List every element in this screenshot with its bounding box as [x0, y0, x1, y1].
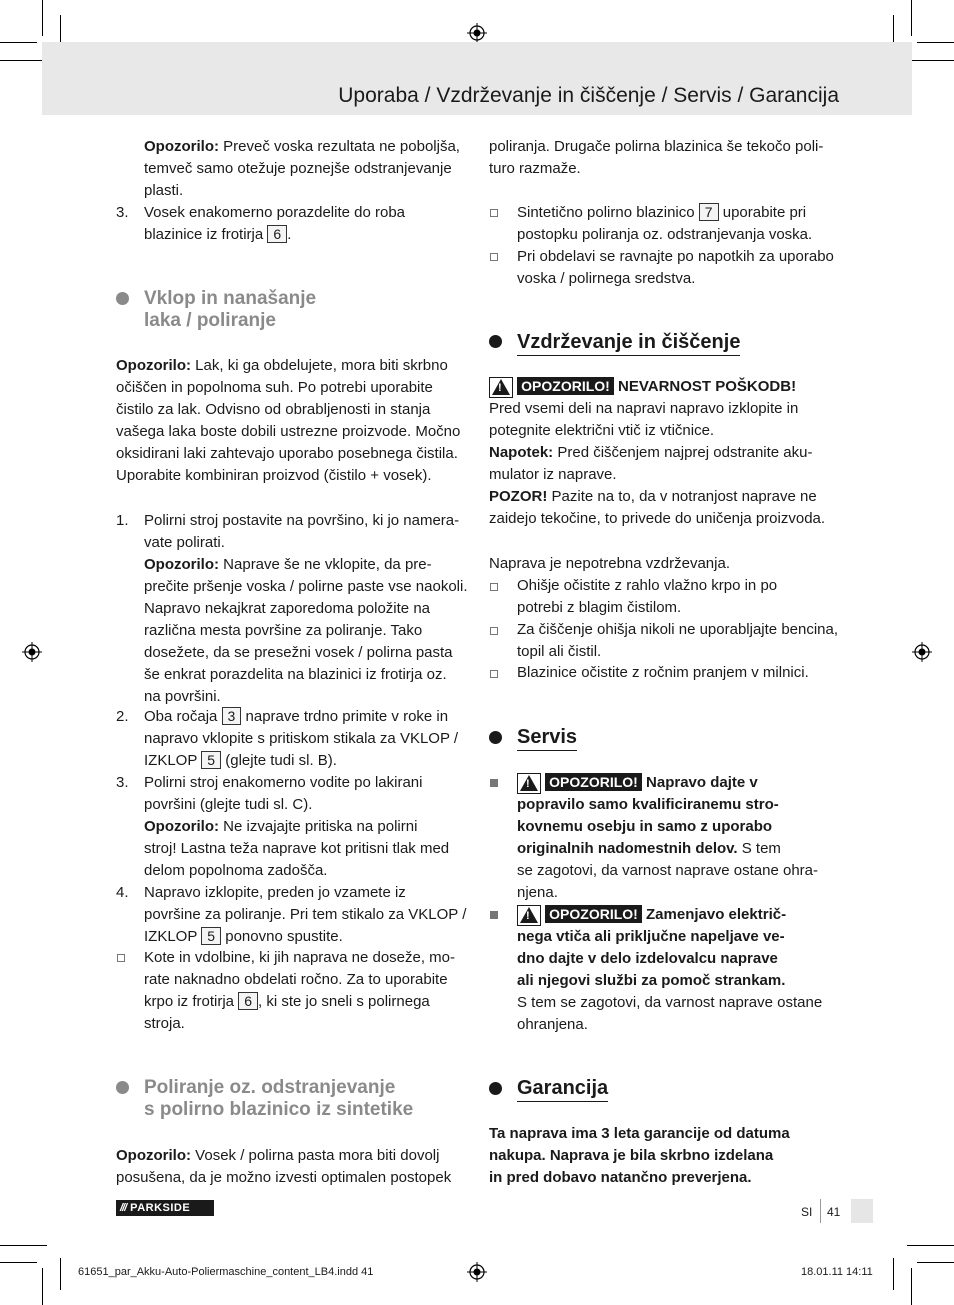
note-label: Opozorilo: — [144, 138, 219, 155]
step-4-text: Napravo izklopite, preden jo vzamete iz površine za poliranje. Pri tem stikalo za VKLOP / IZKLOP 5 ponovno spustite. — [144, 884, 467, 945]
registration-mark-icon — [912, 642, 932, 662]
warning-note: Opozorilo: Preveč voska rezultata ne poboljša, temveč samo otežuje poznejše odstranjevanje plasti. — [144, 138, 460, 199]
registration-mark-icon — [22, 642, 42, 662]
crop-mark — [60, 15, 61, 45]
step-number: 2. — [116, 708, 129, 725]
step-number: 1. — [116, 512, 129, 529]
warranty-text: Ta naprava ima 3 leta garancije od datuma nakupa. Naprava je bila skrbno izdelana in pred dobavo natančno preverjena. — [489, 1125, 790, 1186]
page-number: 41 — [827, 1205, 841, 1219]
part-reference: 5 — [201, 751, 221, 769]
paragraph: Opozorilo: Vosek / polirna pasta mora biti dovolj posušena, da je možno izvesti optimalen postopek — [116, 1147, 452, 1186]
checkbox-bullet-icon — [490, 583, 498, 591]
checkbox-bullet-icon — [117, 954, 125, 962]
brand-logo: /// PARKSIDE — [116, 1200, 214, 1216]
bullet-text: Pri obdelavi se ravnajte po napotkih za uporabo voska / polirnega sredstva. — [517, 248, 834, 287]
section-bullet-icon — [116, 1081, 129, 1094]
section-bullet-icon — [116, 292, 129, 305]
bullet-text: Kote in vdolbine, ki jih naprava ne doseže, mo- rate naknadno obdelati ročno. Za to uporabite krpo iz frotirja 6 , ki ste jo sneli s polirnega stroja. — [144, 949, 456, 1032]
step-3-text: Vosek enakomerno porazdelite do roba blazinice iz frotirja 6 . — [144, 204, 406, 243]
crop-mark — [911, 0, 912, 36]
section-heading: Poliranje oz. odstranjevanje s polirno blazinico iz sintetike — [144, 1077, 414, 1120]
crop-mark — [907, 1245, 954, 1246]
service-note: ! OPOZORILO! Zamenjavo električ- nega vtiča ali priključne napeljave ve- dno dajte v delo izdelovalcu naprave ali njegovi službi za pomoč strankam. S tem se zagotovi, da varnost naprave ostane ohranjena. — [517, 904, 847, 1036]
logo-stripes-icon: /// — [120, 1202, 127, 1214]
step-number: 3. — [116, 774, 129, 791]
section-bullet-icon — [489, 1082, 502, 1095]
checkbox-bullet-icon — [490, 670, 498, 678]
crop-mark — [0, 60, 47, 61]
crop-mark — [917, 1262, 954, 1263]
section-heading: Vzdrževanje in čiščenje — [517, 330, 740, 354]
paragraph: poliranja. Drugače polirna blazinica še tekočo poli- turo razmaže. — [489, 138, 824, 177]
crop-mark — [893, 1258, 894, 1290]
section-heading: Vklop in nanašanje laka / poliranje — [144, 288, 317, 331]
bullet-text: Za čiščenje ohišja nikoli ne uporabljajte bencina, topil ali čistil. — [517, 621, 839, 660]
page-tab — [851, 1199, 873, 1223]
paragraph: Naprava je nepotrebna vzdrževanja. — [489, 555, 730, 572]
page-title: Uporaba / Vzdrževanje in čiščenje / Servis / Garancija — [338, 84, 839, 107]
step-1-text: Polirni stroj postavite na površino, ki jo namera- vate polirati. Opozorilo: Naprave še ne vklopite, da pre- prečite pršenje voska / polirne paste vse naokoli. Napravo nekajkrat zaporedoma položite na različna mesta površine za poliranje. Tako dosežete, da se presežni vosek / polirna pasta še enkrat porazdelita na blazinici iz frotirja oz. na površini. — [144, 512, 468, 705]
bullet-text: Ohišje očistite z rahlo vlažno krpo in po potrebi z blagim čistilom. — [517, 577, 778, 616]
part-reference: 3 — [222, 707, 242, 725]
crop-mark — [60, 1258, 61, 1290]
bullet-text: Blazinice očistite z ročnim pranjem v milnici. — [517, 664, 809, 681]
warning-triangle-icon — [489, 377, 513, 398]
bullet-text: Sintetično polirno blazinico 7 uporabite pri postopku poliranja oz. odstranjevanja voska. — [517, 204, 813, 243]
warning-label: OPOZORILO! — [545, 773, 642, 791]
crop-mark — [0, 42, 37, 43]
warning-triangle-icon — [517, 773, 541, 794]
square-bullet-icon — [490, 779, 498, 787]
section-heading: Servis — [517, 725, 577, 749]
part-reference: 6 — [238, 992, 258, 1010]
crop-mark — [917, 42, 954, 43]
step-2-text: Oba ročaja 3 naprave trdno primite v roke in napravo vklopite s pritiskom stikala za VKLOP / IZKLOP 5 (glejte tudi sl. B). — [144, 708, 459, 769]
step-number: 3. — [116, 204, 129, 221]
print-date: 18.01.11 14:11 — [801, 1266, 873, 1278]
divider — [820, 1199, 821, 1223]
crop-mark — [893, 15, 894, 45]
part-reference: 7 — [699, 203, 719, 221]
section-heading: Garancija — [517, 1076, 608, 1100]
checkbox-bullet-icon — [490, 253, 498, 261]
part-reference: 6 — [267, 225, 287, 243]
crop-mark — [42, 1268, 43, 1305]
warning-label: OPOZORILO! — [545, 905, 642, 923]
part-reference: 5 — [201, 927, 221, 945]
step-number: 4. — [116, 884, 129, 901]
language-code: SI — [801, 1205, 813, 1219]
warning-label: OPOZORILO! — [517, 377, 614, 395]
paragraph: Opozorilo: Lak, ki ga obdelujete, mora biti skrbno očiščen in popolnoma suh. Po potrebi uporabite čistilo za lak. Odvisno od obrabljenosti in stanja vašega laka boste dobili ustrezne proizvode. Močno oksidirani laki zahtevajo uporabo posebnega čistila. Uporabite kombiniran proizvod (čistilo + vosek). — [116, 357, 461, 484]
crop-mark — [911, 1268, 912, 1305]
section-bullet-icon — [489, 335, 502, 348]
crop-mark — [907, 60, 954, 61]
crop-mark — [42, 0, 43, 36]
registration-mark-icon — [467, 1262, 487, 1282]
service-note: ! OPOZORILO! Napravo dajte v popravilo samo kvalificiranemu stro- kovnemu osebju in samo z uporabo originalnih nadomestnih delov. S tem se zagotovi, da varnost naprave ostane ohra- njena. — [517, 772, 847, 904]
warning-triangle-icon — [517, 905, 541, 926]
file-info: 61651_par_Akku-Auto-Poliermaschine_content_LB4.indd 41 — [78, 1266, 374, 1278]
registration-mark-icon — [467, 23, 487, 43]
square-bullet-icon — [490, 911, 498, 919]
step-3b-text: Polirni stroj enakomerno vodite po lakirani površini (glejte tudi sl. C). Opozorilo: Ne izvajajte pritiska na polirni stroj! Lastna teža naprave kot pritisni tlak med delom popolnoma zadošča. — [144, 774, 450, 879]
checkbox-bullet-icon — [490, 209, 498, 217]
crop-mark — [0, 1245, 47, 1246]
warning-block: ! OPOZORILO! NEVARNOST POŠKODB! Pred vsemi deli na napravi napravo izklopite in potegnite električni vtič iz vtičnice. Napotek: Pred čiščenjem najprej odstranite aku- mulator iz naprave. POZOR! Pazite na to, da v notranjost naprave ne zaidejo tekočine, to privede do uničenja proizvoda. — [489, 376, 849, 530]
checkbox-bullet-icon — [490, 627, 498, 635]
section-bullet-icon — [489, 731, 502, 744]
crop-mark — [0, 1262, 37, 1263]
